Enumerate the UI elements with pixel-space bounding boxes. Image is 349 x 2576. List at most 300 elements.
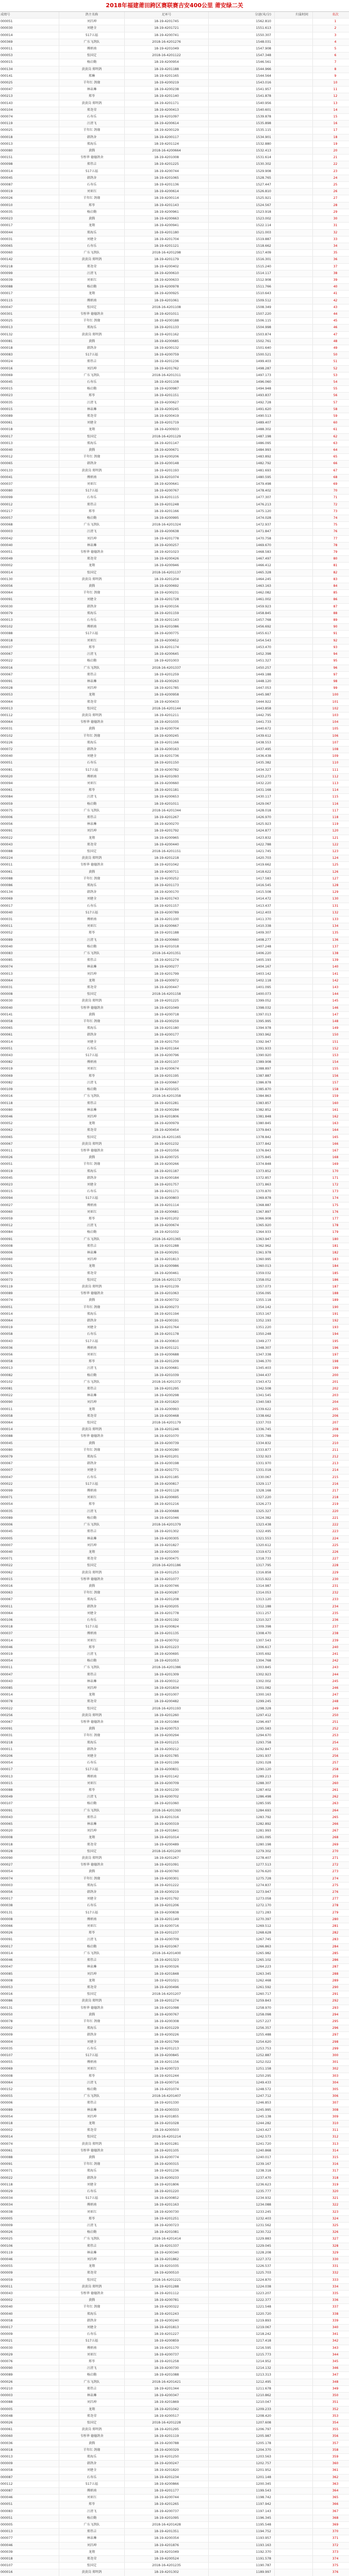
cell-blank xyxy=(275,2052,313,2059)
cell-ring: 18-19-4200716 xyxy=(125,1923,209,1930)
cell-rank: 345 xyxy=(313,2359,349,2365)
cell-speed: 1234.932 xyxy=(209,2195,275,2202)
cell-ring: 18-19-4201107 xyxy=(125,1059,209,1066)
cell-speed: 1523.918 xyxy=(209,209,275,215)
cell-rank: 354 xyxy=(313,2419,349,2426)
cell-id: 000051 xyxy=(0,549,59,556)
cell-blank xyxy=(275,2215,313,2222)
cell-speed: 1234.088 xyxy=(209,2202,275,2209)
cell-ring: 18-19-4201778 xyxy=(125,1610,209,1617)
cell-blank xyxy=(275,2427,313,2433)
cell-blank xyxy=(275,896,313,903)
cell-id: 000026 xyxy=(0,1930,59,1937)
cell-rank: 5 xyxy=(313,46,349,53)
cell-owner: 林泉琳 xyxy=(59,1535,125,1542)
cell-rank: 55 xyxy=(313,386,349,393)
cell-blank xyxy=(275,1631,313,1637)
cell-rank: 36 xyxy=(313,257,349,263)
cell-owner: 郑伟吉 xyxy=(59,2385,125,2392)
cell-id: 000085 xyxy=(0,1685,59,1691)
table-row xyxy=(0,515,349,522)
cell-rank: 105 xyxy=(313,726,349,733)
cell-ring: 2018-16-4201221 xyxy=(125,2277,209,2283)
cell-rank: 297 xyxy=(313,2032,349,2039)
cell-rank: 130 xyxy=(313,896,349,903)
cell-owner: 羊年红 鸽缘 xyxy=(59,733,125,739)
cell-ring: 18-19-4200114 xyxy=(125,195,209,202)
cell-id: 000046 xyxy=(0,2257,59,2263)
cell-speed: 1267.745 xyxy=(209,1937,275,1943)
cell-id: 000053 xyxy=(0,53,59,59)
cell-id: 000089 xyxy=(0,1291,59,1297)
cell-speed: 1413.437 xyxy=(209,903,275,909)
cell-owner: 龙翔 xyxy=(59,977,125,984)
cell-speed: 1483.892 xyxy=(209,454,275,461)
cell-id: 000008 xyxy=(0,1916,59,1923)
cell-speed: 1362.962 xyxy=(209,1243,275,1249)
cell-owner: 杨启勤 xyxy=(59,2086,125,2093)
table-row xyxy=(0,1168,349,1175)
table-row xyxy=(0,1175,349,1181)
cell-speed: 1429.067 xyxy=(209,801,275,807)
table-row xyxy=(0,73,349,79)
table-row xyxy=(0,943,349,950)
cell-ring: 18-19-4201216 xyxy=(125,1501,209,1508)
cell-id: 000069 xyxy=(0,372,59,379)
table-row xyxy=(0,2209,349,2215)
cell-owner: 石寿乐 xyxy=(59,243,125,249)
cell-id: 000115 xyxy=(0,297,59,304)
cell-speed: 1361.978 xyxy=(209,1249,275,1256)
cell-speed: 1274.837 xyxy=(209,1882,275,1889)
table-row xyxy=(0,297,349,304)
table-row xyxy=(0,1685,349,1691)
cell-id: 000046 xyxy=(0,1113,59,1120)
cell-speed: 1257.227 xyxy=(209,2018,275,2025)
cell-owner: 广东飞鸽队 xyxy=(59,665,125,671)
cell-rank: 202 xyxy=(313,1386,349,1393)
cell-ring: 18-19-4201265 xyxy=(125,2501,209,2508)
cell-owner: 韩鸽舍 xyxy=(59,1318,125,1325)
cell-ring: 18-19-4200979 xyxy=(125,1121,209,1127)
cell-blank xyxy=(275,569,313,576)
table-row xyxy=(0,821,349,828)
cell-blank xyxy=(275,726,313,733)
table-row xyxy=(0,1359,349,1365)
cell-owner: 郑海乐 xyxy=(59,883,125,889)
cell-blank xyxy=(275,2508,313,2515)
table-row xyxy=(0,1631,349,1637)
table-row xyxy=(0,2495,349,2501)
cell-blank xyxy=(275,427,313,433)
table-row xyxy=(0,2515,349,2521)
cell-id: 000045 xyxy=(0,175,59,181)
cell-speed: 1424.877 xyxy=(209,828,275,835)
cell-ring: 18-19-4201147 xyxy=(125,440,209,447)
table-row xyxy=(0,1835,349,1841)
table-row xyxy=(0,685,349,692)
cell-rank: 279 xyxy=(313,1909,349,1916)
cell-id: 000049 xyxy=(0,1794,59,1801)
cell-rank: 144 xyxy=(313,991,349,998)
cell-owner: 黄腾 xyxy=(59,1011,125,1018)
cell-id: 000061 xyxy=(0,787,59,794)
cell-blank xyxy=(275,481,313,488)
cell-owner: 黄黄岗 郑明鸽 xyxy=(59,2427,125,2433)
cell-id: 000008 xyxy=(0,1243,59,1249)
cell-rank: 96 xyxy=(313,665,349,671)
cell-id: 000017 xyxy=(0,433,59,440)
cell-blank xyxy=(275,2079,313,2086)
cell-owner: 郑尧荣 xyxy=(59,556,125,563)
table-row xyxy=(0,2555,349,2562)
table-row xyxy=(0,753,349,760)
cell-owner: 傅炳南 xyxy=(59,2202,125,2209)
cell-ring: 18-19-4201159 xyxy=(125,610,209,617)
cell-ring: 18-19-4201181 xyxy=(125,787,209,794)
table-row xyxy=(0,2291,349,2297)
cell-id: 000091 xyxy=(0,2161,59,2168)
cell-id: 000052 xyxy=(0,1121,59,1127)
cell-ring: 18-19-4201178 xyxy=(125,1331,209,1338)
table-row xyxy=(0,2433,349,2440)
cell-owner: 517五福 xyxy=(59,32,125,39)
cell-ring: 18-19-4201302 xyxy=(125,1529,209,1535)
cell-speed: 1428.018 xyxy=(209,807,275,814)
cell-rank: 261 xyxy=(313,1787,349,1794)
cell-owner: 广东飞鸽队 xyxy=(59,1522,125,1529)
table-row xyxy=(0,1848,349,1855)
cell-speed: 1526.810 xyxy=(209,189,275,195)
cell-speed: 1220.720 xyxy=(209,2311,275,2317)
cell-ring: 18-19-4200741 xyxy=(125,32,209,39)
cell-rank: 319 xyxy=(313,2181,349,2188)
cell-rank: 341 xyxy=(313,2331,349,2338)
cell-id: 000046 xyxy=(0,1644,59,1651)
cell-ring: 18-19-4201091 xyxy=(125,1862,209,1869)
table-row xyxy=(0,651,349,658)
table-row xyxy=(0,1950,349,1957)
cell-id: 000014 xyxy=(0,1637,59,1644)
table-row xyxy=(0,1223,349,1229)
cell-rank: 40 xyxy=(313,284,349,291)
cell-id: 000031 xyxy=(0,236,59,243)
cell-id: 000002 xyxy=(0,563,59,569)
cell-ring: 18-19-4200775 xyxy=(125,631,209,637)
cell-rank: 68 xyxy=(313,474,349,481)
cell-owner: 傅炳南 xyxy=(59,917,125,923)
cell-rank: 71 xyxy=(313,495,349,501)
cell-blank xyxy=(275,291,313,297)
cell-rank: 290 xyxy=(313,1984,349,1991)
cell-ring: 18-19-4201105 xyxy=(125,2147,209,2154)
cell-speed: 1422.788 xyxy=(209,841,275,848)
cell-rank: 8 xyxy=(313,66,349,73)
cell-speed: 1342.508 xyxy=(209,1386,275,1393)
table-row xyxy=(0,1957,349,1964)
cell-speed: 1189.997 xyxy=(209,2569,275,2576)
cell-id: 000301 xyxy=(0,311,59,317)
cell-blank xyxy=(275,1610,313,1617)
cell-speed: 1387.887 xyxy=(209,1073,275,1079)
cell-blank xyxy=(275,2141,313,2147)
cell-owner: 张国定 xyxy=(59,1134,125,1141)
cell-id: 000091 xyxy=(0,678,59,685)
cell-speed: 1190.787 xyxy=(209,2563,275,2569)
cell-owner: 韩鸽舍 xyxy=(59,1603,125,1610)
table-row xyxy=(0,1814,349,1821)
cell-speed: 1269.512 xyxy=(209,1923,275,1930)
cell-blank xyxy=(275,671,313,678)
cell-ring: 18-19-4200475 xyxy=(125,1556,209,1563)
cell-rank: 197 xyxy=(313,1352,349,1359)
table-row xyxy=(0,182,349,189)
cell-speed: 1280.198 xyxy=(209,1841,275,1848)
table-row xyxy=(0,542,349,549)
cell-owner: 龙翔 xyxy=(59,1121,125,1127)
cell-rank: 30 xyxy=(313,216,349,223)
cell-speed: 1332.923 xyxy=(209,1454,275,1461)
cell-blank xyxy=(275,433,313,440)
cell-blank xyxy=(275,2283,313,2290)
table-row xyxy=(0,2440,349,2447)
cell-id: 000088 xyxy=(0,2154,59,2161)
cell-id: 000040 xyxy=(0,1549,59,1555)
cell-speed: 1249.433 xyxy=(209,2079,275,2086)
cell-speed: 1286.498 xyxy=(209,1794,275,1801)
cell-ring: 18-19-4200482 xyxy=(125,1699,209,1705)
table-row xyxy=(0,2345,349,2351)
cell-rank: 117 xyxy=(313,807,349,814)
cell-owner: 韦彤华 德德鸽舍 xyxy=(59,549,125,556)
cell-blank xyxy=(275,2521,313,2528)
table-row xyxy=(0,2045,349,2052)
cell-owner: 郑海乐 xyxy=(59,1311,125,1317)
cell-id: 000009 xyxy=(0,2331,59,2338)
cell-id: 000210 xyxy=(0,2385,59,2392)
cell-ring: 18-19-4200231 xyxy=(125,590,209,597)
cell-blank xyxy=(275,2338,313,2345)
cell-ring: 18-19-4201323 xyxy=(125,1957,209,1964)
cell-speed: 1373.852 xyxy=(209,1168,275,1175)
cell-blank xyxy=(275,1406,313,1413)
cell-ring: 18-19-4200447 xyxy=(125,985,209,991)
cell-speed: 1449.188 xyxy=(209,671,275,678)
cell-rank: 24 xyxy=(313,175,349,181)
cell-id: 000086 xyxy=(0,1998,59,2005)
cell-blank xyxy=(275,2202,313,2209)
cell-id: 000012 xyxy=(0,1223,59,1229)
table-row xyxy=(0,331,349,338)
cell-blank xyxy=(275,121,313,127)
cell-id: 000064 xyxy=(0,1318,59,1325)
cell-blank xyxy=(275,2393,313,2399)
cell-speed: 1531.614 xyxy=(209,155,275,161)
cell-owner: 刘亚红 xyxy=(59,1066,125,1073)
cell-id: 000005 xyxy=(0,2406,59,2413)
cell-id: 000014 xyxy=(0,32,59,39)
cell-blank xyxy=(275,229,313,236)
cell-speed: 1400.073 xyxy=(209,991,275,998)
cell-speed: 1218.242 xyxy=(209,2331,275,2338)
cell-rank: 259 xyxy=(313,1773,349,1780)
cell-speed: 1444.922 xyxy=(209,699,275,705)
cell-speed: 1272.170 xyxy=(209,1903,275,1909)
cell-ring: 18-19-4200277 xyxy=(125,964,209,971)
cell-id: 000104 xyxy=(0,107,59,113)
cell-speed: 1499.403 xyxy=(209,359,275,365)
cell-blank xyxy=(275,488,313,495)
cell-blank xyxy=(275,1229,313,1236)
cell-rank: 114 xyxy=(313,787,349,794)
cell-id: 000055 xyxy=(0,2059,59,2066)
cell-id: 000004 xyxy=(0,2039,59,2045)
cell-id: 000037 xyxy=(0,644,59,651)
cell-blank xyxy=(275,2345,313,2351)
cell-blank xyxy=(275,1637,313,1644)
table-row xyxy=(0,229,349,236)
cell-ring: 2018-16-4201344 xyxy=(125,807,209,814)
table-row xyxy=(0,2365,349,2372)
cell-blank xyxy=(275,1345,313,1351)
cell-blank xyxy=(275,2433,313,2440)
cell-id: 000011 xyxy=(0,46,59,53)
cell-owner: 广东飞鸽队 xyxy=(59,1665,125,1671)
cell-rank: 298 xyxy=(313,2039,349,2045)
cell-rank: 228 xyxy=(313,1563,349,1569)
cell-owner: 517五福 xyxy=(59,767,125,773)
cell-speed: 1389.908 xyxy=(209,1059,275,1066)
cell-speed: 1551.613 xyxy=(209,25,275,32)
cell-ring: 18-19-4201112 xyxy=(125,2291,209,2297)
cell-blank xyxy=(275,1147,313,1154)
cell-speed: 1503.874 xyxy=(209,331,275,338)
cell-owner: 黄腾 xyxy=(59,2154,125,2161)
cell-rank: 38 xyxy=(313,270,349,277)
cell-id: 000014 xyxy=(0,1311,59,1317)
cell-ring: 18-19-4201151 xyxy=(125,393,209,399)
cell-id: 000046 xyxy=(0,1957,59,1964)
cell-blank xyxy=(275,1787,313,1794)
cell-ring: 18-19-4201173 xyxy=(125,883,209,889)
cell-id: 000083 xyxy=(0,352,59,359)
cell-owner: 郑伟吉 xyxy=(59,1814,125,1821)
cell-blank xyxy=(275,454,313,461)
cell-id: 000013 xyxy=(0,971,59,977)
table-row xyxy=(0,461,349,467)
cell-rank: 80 xyxy=(313,556,349,563)
cell-ring: 18-19-4201011 xyxy=(125,801,209,807)
cell-blank xyxy=(275,2120,313,2127)
cell-speed: 1219.067 xyxy=(209,2325,275,2331)
cell-speed: 1443.858 xyxy=(209,705,275,712)
cell-owner: 郑伟吉 xyxy=(59,814,125,821)
cell-speed: 1325.327 xyxy=(209,1508,275,1515)
cell-rank: 116 xyxy=(313,801,349,807)
cell-id: 000045 xyxy=(0,379,59,385)
cell-speed: 1402.118 xyxy=(209,977,275,984)
cell-blank xyxy=(275,889,313,896)
cell-speed: 1465.328 xyxy=(209,569,275,576)
cell-rank: 124 xyxy=(313,855,349,862)
cell-blank xyxy=(275,195,313,202)
cell-ring: 18-19-4200198 xyxy=(125,1461,209,1467)
cell-owner: 张国定 xyxy=(59,1848,125,1855)
cell-id: 000119 xyxy=(0,121,59,127)
cell-rank: 273 xyxy=(313,1869,349,1875)
cell-id: 000087 xyxy=(0,182,59,189)
cell-rank: 299 xyxy=(313,2045,349,2052)
table-row xyxy=(0,2202,349,2209)
cell-ring: 18-19-4201156 xyxy=(125,2059,209,2066)
cell-ring: 2018-16-4201337 xyxy=(125,665,209,671)
cell-owner: 郑尧荣 xyxy=(59,1699,125,1705)
cell-speed: 1383.857 xyxy=(209,1100,275,1107)
cell-blank xyxy=(275,1100,313,1107)
cell-rank: 1 xyxy=(313,19,349,25)
cell-speed: 1395.995 xyxy=(209,1019,275,1025)
cell-rank: 153 xyxy=(313,1053,349,1059)
cell-owner: 韦彤华 德德鸽舍 xyxy=(59,1576,125,1583)
cell-blank xyxy=(275,1726,313,1733)
cell-id: 000109 xyxy=(0,1087,59,1093)
cell-blank xyxy=(275,399,313,406)
cell-speed: 1406.220 xyxy=(209,951,275,957)
cell-rank: 149 xyxy=(313,1025,349,1032)
cell-blank xyxy=(275,352,313,359)
cell-owner: 刘昌坤 xyxy=(59,2113,125,2120)
table-row xyxy=(0,569,349,576)
table-row xyxy=(0,1263,349,1270)
cell-owner: 杨启勤 xyxy=(59,1229,125,1236)
cell-owner: 羊年红 鸽缘 xyxy=(59,875,125,882)
cell-rank: 266 xyxy=(313,1821,349,1828)
cell-blank xyxy=(275,937,313,943)
cell-id: 000074 xyxy=(0,2141,59,2147)
cell-blank xyxy=(275,1413,313,1419)
table-row xyxy=(0,2474,349,2481)
cell-ring: 18-19-4201785 xyxy=(125,1753,209,1760)
table-row xyxy=(0,1617,349,1623)
cell-owner: 517五福 xyxy=(59,1053,125,1059)
table-row xyxy=(0,420,349,427)
cell-rank: 70 xyxy=(313,488,349,495)
cell-speed: 1452.398 xyxy=(209,651,275,658)
cell-speed: 1308.470 xyxy=(209,1631,275,1637)
cell-rank: 66 xyxy=(313,461,349,467)
cell-rank: 76 xyxy=(313,529,349,535)
cell-blank xyxy=(275,270,313,277)
table-row xyxy=(0,1215,349,1222)
cell-blank xyxy=(275,263,313,270)
cell-id: 000058 xyxy=(0,1019,59,1025)
cell-owner: 517五福 xyxy=(59,1338,125,1345)
cell-ring: 18-19-4201000 xyxy=(125,1549,209,1555)
cell-blank xyxy=(275,66,313,73)
cell-blank xyxy=(275,1991,313,1998)
cell-blank xyxy=(275,1039,313,1045)
table-row xyxy=(0,352,349,359)
cell-owner: 汪清飞 xyxy=(59,2079,125,2086)
cell-id: 000119 xyxy=(0,2249,59,2256)
cell-ring: 18-19-4201806 xyxy=(125,1113,209,1120)
cell-speed: 1329.117 xyxy=(209,1481,275,1487)
cell-ring: 18-19-4201813 xyxy=(125,2325,209,2331)
cell-ring: 18-19-4200681 xyxy=(125,1365,209,1372)
cell-owner: 517五福 xyxy=(59,1767,125,1773)
cell-ring: 18-19-4200730 xyxy=(125,2209,209,2215)
cell-speed: 1377.842 xyxy=(209,1141,275,1147)
